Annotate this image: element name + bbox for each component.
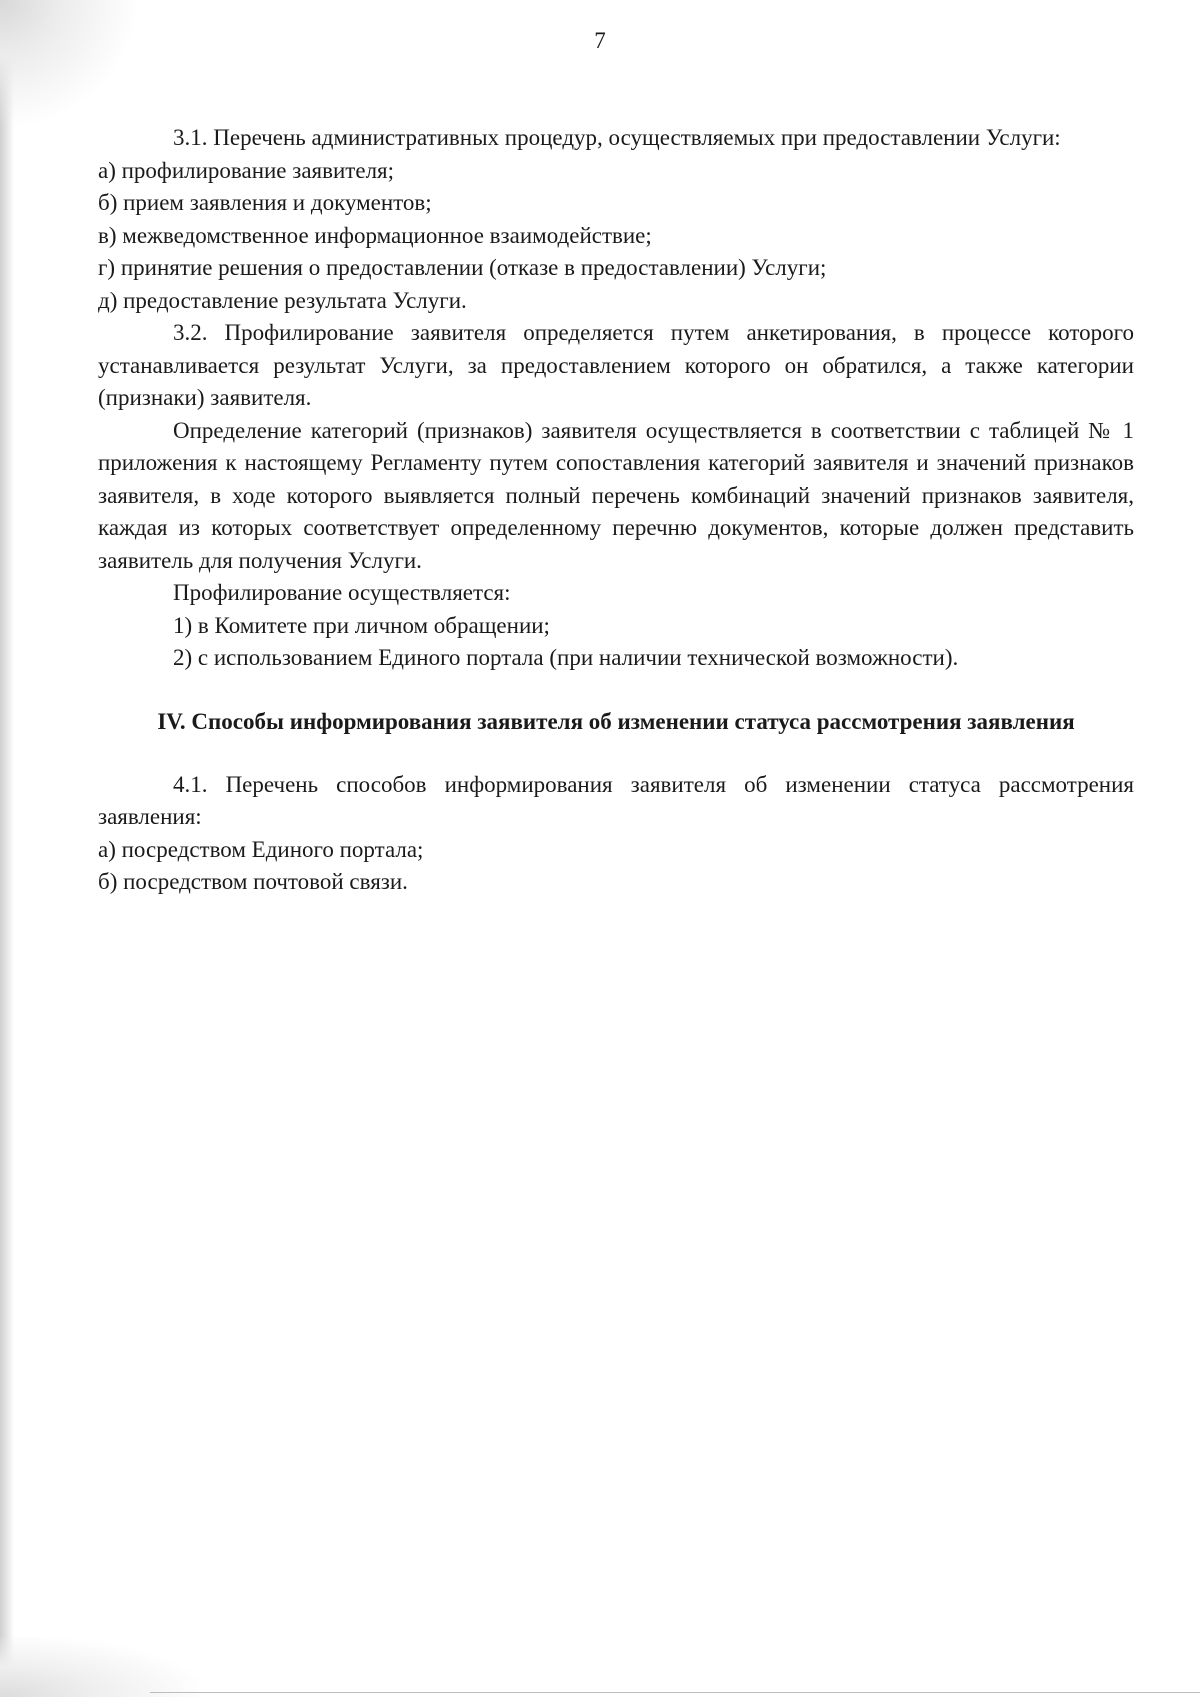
list-item-a: а) профилирование заявителя;	[98, 157, 395, 183]
section-4-heading: IV. Способы информирования заявителя об изменении статуса рассмотрения заявления	[157, 708, 1075, 734]
scan-bottom-border	[150, 1692, 1200, 1693]
section-4-item-a: а) посредством Единого портала;	[98, 836, 424, 862]
document-body	[98, 122, 1134, 899]
profiling-item-2: 2) с использованием Единого портала (при наличии технической возможности).	[173, 645, 959, 670]
paragraph-4-1: 4.1. Перечень способов информирования заявителя об изменении статуса рассмотрения заявления:	[98, 771, 1134, 829]
paragraph-definition: Определение категорий (признаков) заявителя осуществляется в соответствии с таблицей № 1 приложения к настоящему Регламенту путем сопоставления категорий заявителя и значений признаков заявителя, в ходе которого выявляется полный перечень комбинаций значений признаков заявителя, каждая из которых соответствует определенному перечню документов, которые должен представить заявитель для получения Услуги.	[98, 417, 1134, 573]
section-4-item-b: б) посредством почтовой связи.	[98, 869, 408, 894]
scan-noise-top-left	[0, 0, 140, 130]
paragraph-profiling: Профилирование осуществляется:	[173, 580, 511, 605]
paragraph-3-2: 3.2. Профилирование заявителя определяется путем анкетирования, в процессе которого устанавливается результат Услуги, за предоставлением которого он обратился, а также категории (признаки) заявителя.	[98, 320, 1134, 410]
list-item-v: в) межведомственное информационное взаимодействие;	[98, 222, 652, 248]
list-item-d: д) предоставление результата Услуги.	[98, 287, 467, 313]
page-number: 7	[594, 28, 606, 53]
scan-edge-left	[0, 0, 14, 1697]
profiling-item-1: 1) в Комитете при личном обращении;	[173, 612, 550, 638]
list-item-b: б) прием заявления и документов;	[98, 190, 432, 215]
list-item-g: г) принятие решения о предоставлении (отказе в предоставлении) Услуги;	[98, 255, 827, 280]
paragraph-3-1: 3.1. Перечень административных процедур, осуществляемых при предоставлении Услуги:	[173, 125, 1061, 150]
scan-noise-bottom-left	[0, 1637, 200, 1697]
